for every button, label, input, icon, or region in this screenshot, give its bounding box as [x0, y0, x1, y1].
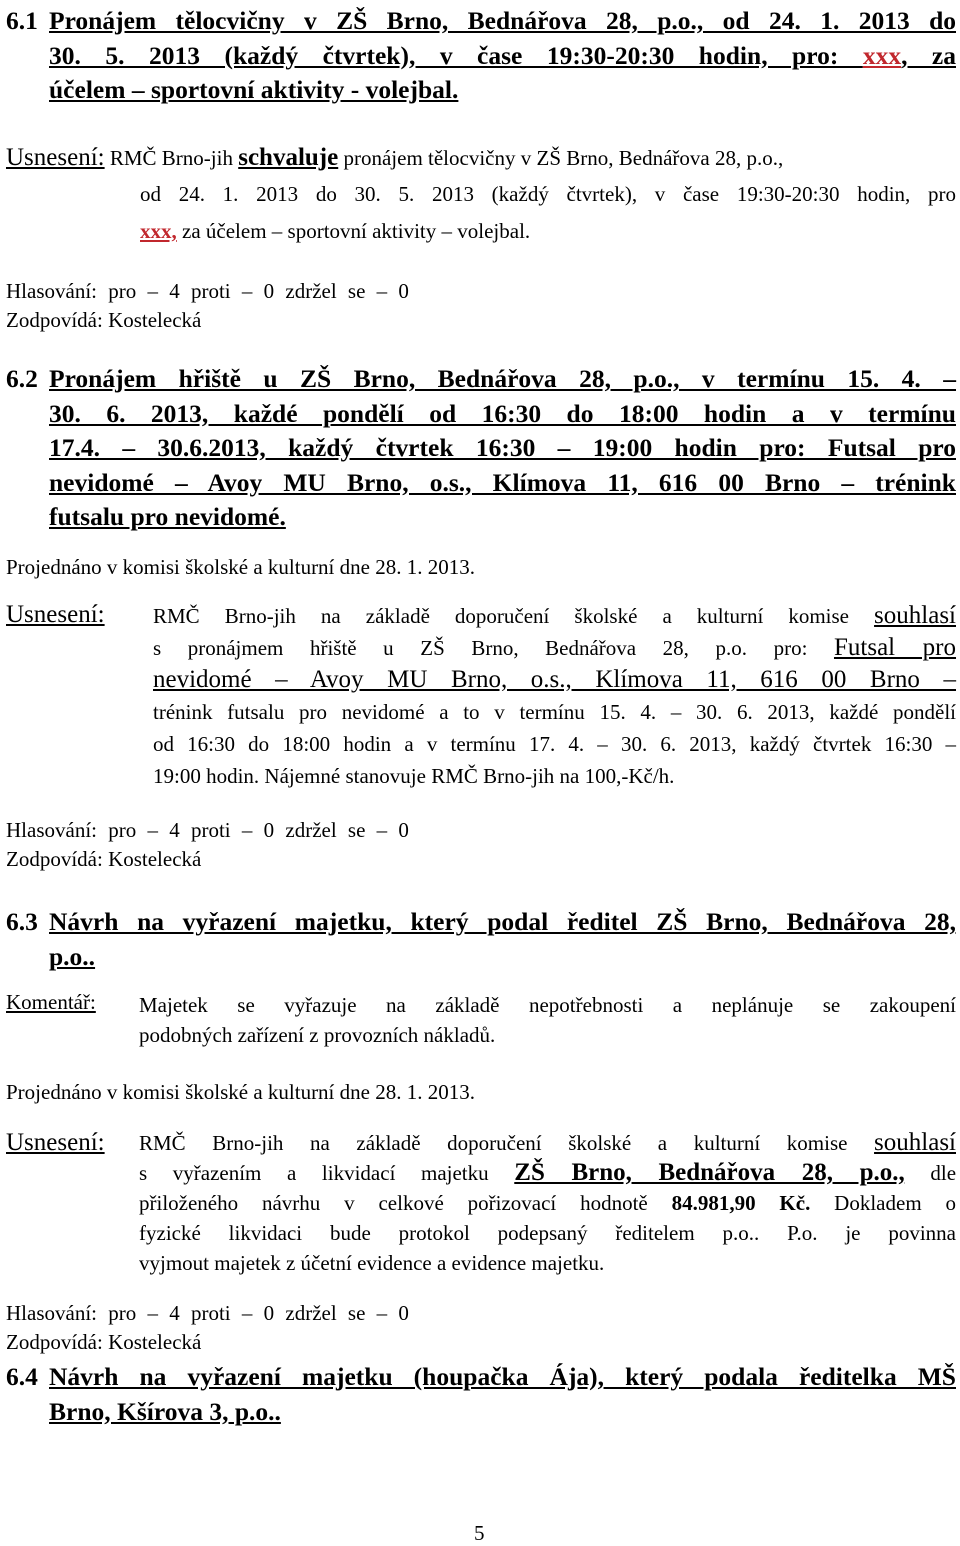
section-number: 6.2 [6, 364, 38, 393]
section-6-3-heading: 6.3 Návrh na vyřazení majetku, který podal ředitel ZŠ Brno, Bednářova 28, p.o.. [6, 907, 956, 971]
redacted-name: xxx [862, 40, 902, 70]
section-number: 6.3 [6, 907, 38, 936]
page-number: 5 [474, 1521, 485, 1545]
amount: 84.981,90 Kč. [671, 1191, 811, 1215]
resolution-verb: souhlasí [874, 1129, 956, 1156]
responsible-person: Zodpovídá: Kostelecká [6, 308, 202, 333]
vote-result: Hlasování: pro – 4 proti – 0 zdržel se – 0 [6, 279, 409, 303]
section-6-3-resolution: Usnesení: RMČ Brno-jih na základě doporučení školské a kulturní komise souhlasí s vyřazením a likvidací majetku ZŠ Brno, Bednářova 28, p.o., dle přiloženého návrhu v celkové pořizovací hodnotě 84.981,90 Kč. Dokladem o fyzické likvidaci bude protokol podepsaný ředitelem p.o.. P.o. je povinna vyjmout majetek z účetní evidence a evidence majetku. [6, 1129, 957, 1275]
section-6-2-heading: 6.2 Pronájem hřiště u ZŠ Brno, Bednářova 28, p.o., v termínu 15. 4. – 30. 6. 2013, každé pondělí od 16:30 do 18:00 hodin a v termínu 17.4. – 30.6.2013, každý čtvrtek 16:30 – 19:00 hodin pro: Futsal pro nevidomé – Avoy MU Brno, o.s., Klímova 11, 616 00 Brno – trénink futsalu pro nevidomé. [6, 364, 956, 531]
resolution-verb: souhlasí [874, 602, 956, 629]
document-page [6, 0, 956, 1545]
section-number: 6.1 [6, 6, 38, 35]
section-6-3-vote [6, 1301, 956, 1355]
resolution-label: Usnesení: [6, 601, 105, 628]
section-6-3-discussed: Projednáno v komisi školské a kulturní dne 28. 1. 2013. [6, 1080, 475, 1104]
resolution-label: Usnesení: [6, 1129, 105, 1156]
resolution-label: Usnesení: [6, 144, 105, 171]
section-number: 6.4 [6, 1362, 38, 1391]
section-6-2-vote [6, 818, 956, 872]
responsible-person: Zodpovídá: Kostelecká [6, 847, 202, 872]
section-6-2-resolution: Usnesení: RMČ Brno-jih na základě doporučení školské a kulturní komise souhlasí s pronájmem hřiště u ZŠ Brno, Bednářova 28, p.o. pro: Futsal pro nevidomé – Avoy MU Brno, o.s., Klímova 11, 616 00 Brno – trénink futsalu pro nevidomé a to v termínu 15. 4. – 30. 6. 2013, každé pondělí od 16:30 do 18:00 hodin a v termínu 17. 4. – 30. 6. 2013, každý čtvrtek 16:30 – 19:00 hodin. Nájemné stanovuje RMČ Brno-jih na 100,-Kč/h. [6, 601, 957, 788]
redacted-name: xxx, [140, 219, 177, 243]
section-6-2-discussed: Projednáno v komisi školské a kulturní dne 28. 1. 2013. [6, 555, 475, 579]
vote-result: Hlasování: pro – 4 proti – 0 zdržel se – 0 [6, 818, 409, 842]
section-6-1-heading: 6.1 Pronájem tělocvičny v ZŠ Brno, Bednářova 28, p.o., od 24. 1. 2013 do 30. 5. 2013 (každý čtvrtek), v čase 19:30-20:30 hodin, pro: xxx, za účelem – sportovní aktivity - volejbal. [6, 6, 956, 104]
vote-result: Hlasování: pro – 4 proti – 0 zdržel se – 0 [6, 1301, 409, 1325]
resolution-verb: schvaluje [238, 144, 339, 171]
section-6-1-vote [6, 279, 956, 333]
comment-label: Komentář: [6, 990, 96, 1014]
section-6-3-comment: Komentář: Majetek se vyřazuje na základě nepotřebnosti a neplánuje se zakoupení podobných zařízení z provozních nákladů. [6, 990, 956, 1047]
section-6-1-resolution: Usnesení: RMČ Brno-jih schvaluje pronájem tělocvičny v ZŠ Brno, Bednářova 28, p.o., od 24. 1. 2013 do 30. 5. 2013 (každý čtvrtek), v čase 19:30-20:30 hodin, pro xxx, za účelem – sportovní aktivity – volejbal. [6, 144, 956, 243]
section-6-4-heading: 6.4 Návrh na vyřazení majetku (houpačka Ája), který podala ředitelka MŠ Brno, Kšírova 3, p.o.. [6, 1362, 956, 1426]
responsible-person: Zodpovídá: Kostelecká [6, 1330, 202, 1355]
